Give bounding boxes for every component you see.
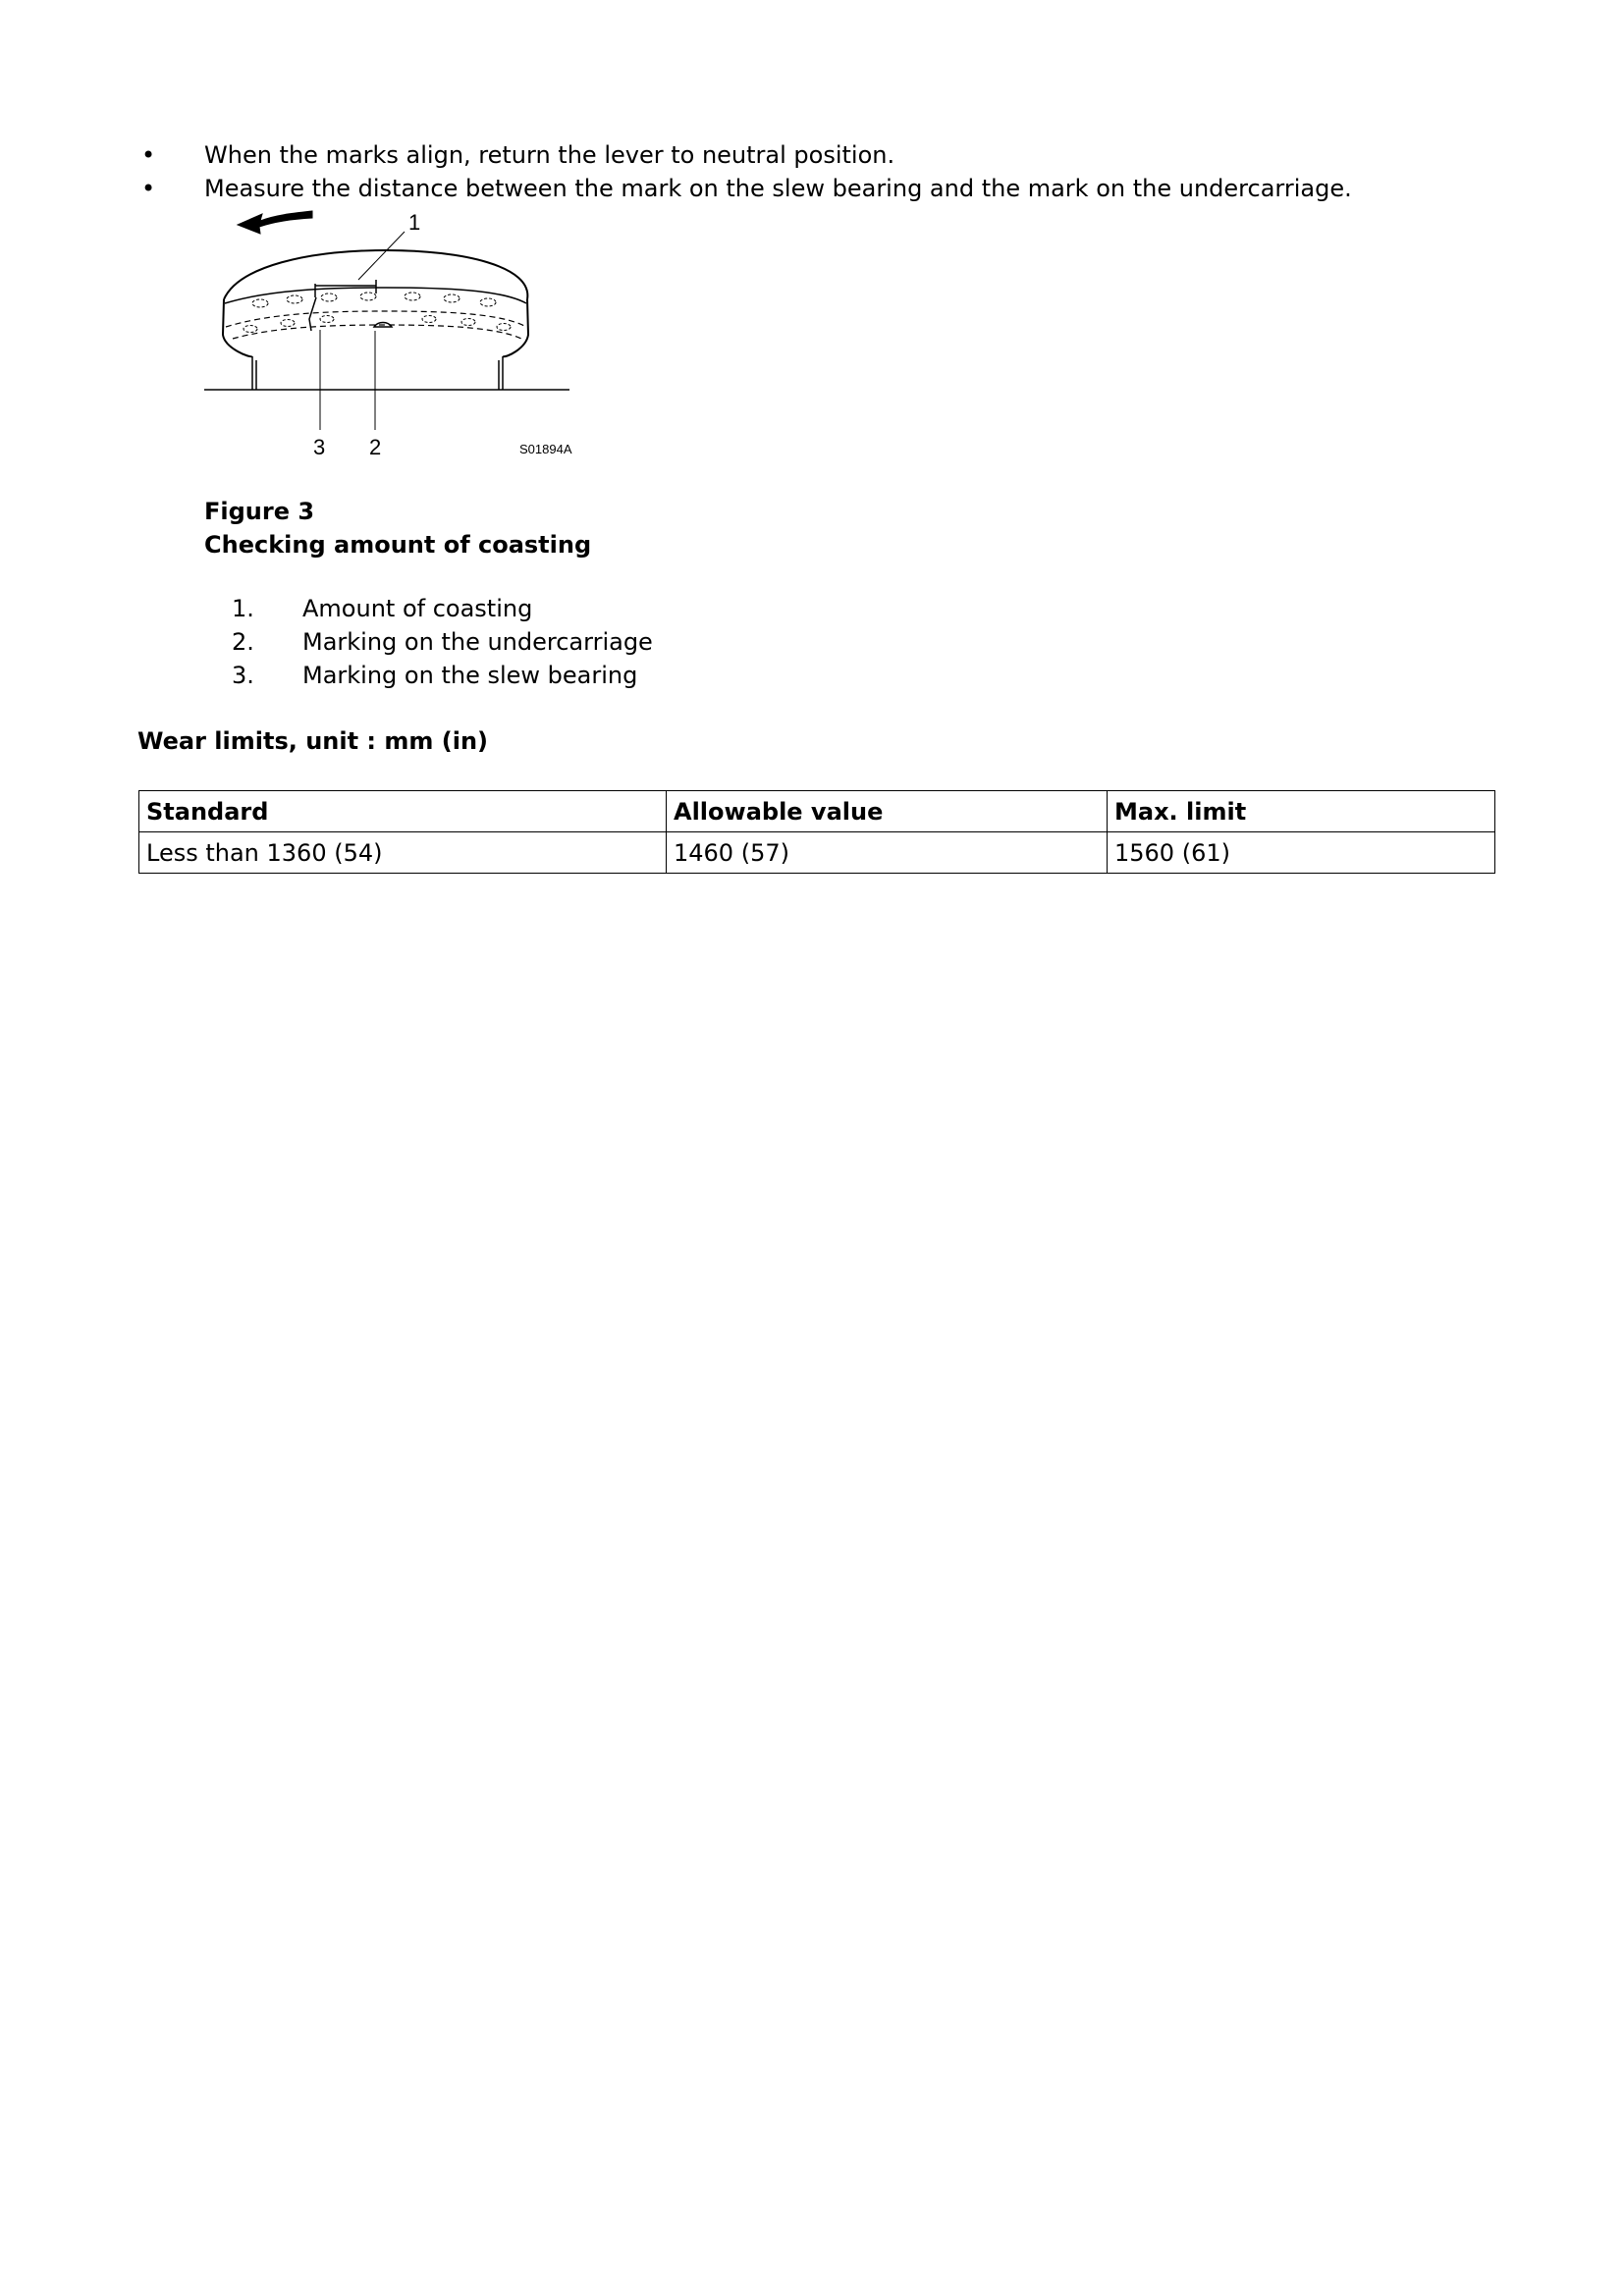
- legend-number: 3.: [232, 662, 254, 689]
- instruction-item: [137, 138, 1512, 172]
- table-header-row: [139, 791, 1495, 832]
- instruction-list: [137, 138, 1512, 205]
- instruction-text: When the marks align, return the lever to neutral position.: [204, 141, 895, 169]
- legend-text: Marking on the undercarriage: [302, 628, 653, 656]
- table-title: Wear limits, unit : mm (in): [137, 727, 488, 755]
- rotation-arrow-icon: [238, 211, 312, 234]
- bullet-glyph: •: [141, 175, 156, 202]
- callout-label-1: 1: [408, 210, 421, 235]
- drawing-code: S01894A: [519, 442, 572, 456]
- legend-item: [204, 592, 653, 625]
- callout-label-2: 2: [369, 435, 382, 459]
- legend-number: 1.: [232, 595, 254, 622]
- figure-legend: [204, 592, 653, 692]
- legend-item: [204, 659, 653, 692]
- legend-number: 2.: [232, 628, 254, 656]
- header-max-limit: Max. limit: [1108, 791, 1495, 832]
- slew-bearing-mark: [309, 297, 316, 331]
- cell-standard: Less than 1360 (54): [139, 832, 667, 874]
- header-standard: Standard: [139, 791, 667, 832]
- cell-max-limit: 1560 (61): [1108, 832, 1495, 874]
- figure-caption: [204, 495, 591, 561]
- instruction-text: Measure the distance between the mark on the slew bearing and the mark on the undercarriage.: [204, 175, 1352, 202]
- figure-title: Checking amount of coasting: [204, 531, 592, 559]
- legend-text: Marking on the slew bearing: [302, 662, 638, 689]
- figure-number: Figure 3: [204, 498, 315, 525]
- undercarriage-supports: [252, 356, 503, 390]
- instruction-item: [137, 172, 1512, 205]
- wear-limits-table: [138, 790, 1495, 874]
- slew-bearing-figure: [201, 201, 574, 466]
- table-row: [139, 832, 1495, 874]
- legend-item: [204, 625, 653, 659]
- legend-text: Amount of coasting: [302, 595, 533, 622]
- callout-leader-1: [358, 232, 405, 280]
- bullet-glyph: •: [141, 141, 156, 169]
- callout-label-3: 3: [313, 435, 326, 459]
- header-allowable-value: Allowable value: [667, 791, 1108, 832]
- cell-allowable-value: 1460 (57): [667, 832, 1108, 874]
